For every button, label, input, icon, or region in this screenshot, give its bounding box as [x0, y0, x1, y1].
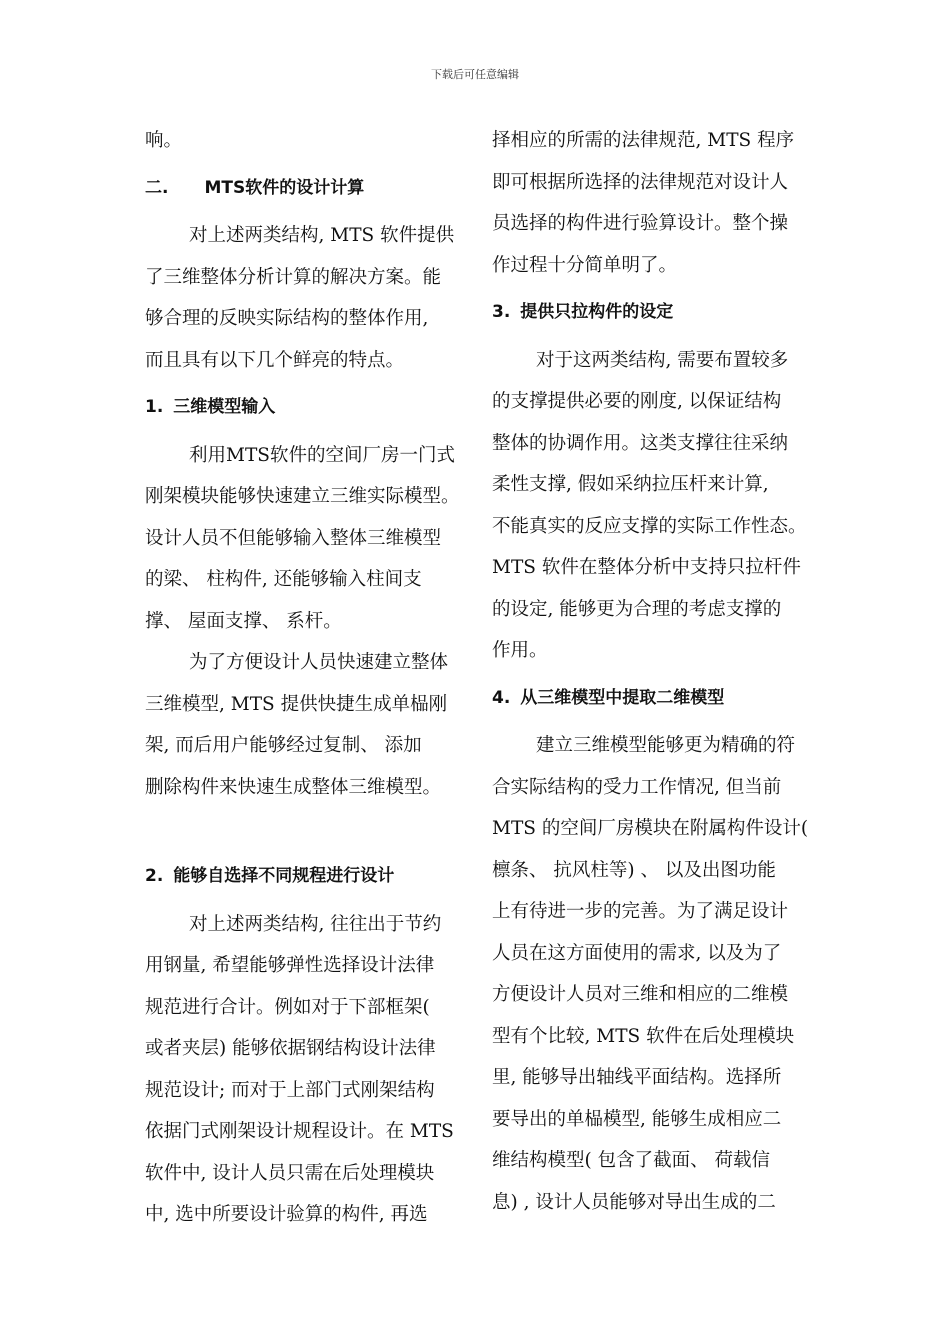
text-line: 檩条、 抗风柱等) 、 以及出图功能 — [492, 859, 776, 881]
text-line: 型有个比较, MTS 软件在后处理模块 — [492, 1025, 795, 1047]
text-line: 维结构模型( 包含了截面、 荷载信 — [492, 1150, 770, 1171]
text-line: 择相应的所需的法律规范, MTS 程序 — [492, 130, 795, 151]
text-line: 了三维整体分析计算的解决方案。能 — [145, 266, 442, 288]
text-line: 整体的协调作用。这类支撑往往采纳 — [492, 432, 789, 454]
text-line: 作用。 — [492, 640, 548, 661]
heading-number: 2. — [145, 866, 164, 886]
text-line: 对于这两类结构, 需要布置较多 — [536, 349, 789, 371]
text-line: 为了方便设计人员快速建立整体 — [189, 652, 449, 673]
text-line: 里, 能够导出轴线平面结构。选择所 — [492, 1067, 782, 1088]
subsection-heading — [145, 387, 465, 429]
text-line: 响。 — [145, 130, 183, 151]
text-line: 利用MTS软件的空间厂房一门式 — [189, 444, 455, 466]
subsection-heading — [145, 856, 465, 898]
text-line: 而且具有以下几个鲜亮的特点。 — [145, 349, 405, 371]
text-line: 对上述两类结构, 往往出于节约 — [189, 913, 442, 935]
spacer — [145, 808, 465, 850]
text-line: 删除构件来快速生成整体三维模型。 — [145, 776, 442, 798]
page-header: 下载后可任意编辑 — [431, 68, 519, 81]
text-line: 的设定, 能够更为合理的考虑支撑的 — [492, 598, 782, 620]
heading-title: 从三维模型中提取二维模型 — [520, 687, 725, 708]
text-line: 软件中, 设计人员只需在后处理模块 — [145, 1162, 435, 1184]
text-line: 要导出的单榀模型, 能够生成相应二 — [492, 1108, 782, 1130]
text-line: 规范进行合计。例如对于下部框架( — [145, 996, 430, 1018]
text-line: 或者夹层) 能够依据钢结构设计法律 — [145, 1038, 436, 1059]
right-column — [492, 120, 814, 1223]
section-title: MTS软件的设计计算 — [204, 177, 365, 198]
text-line: 不能真实的反应支撑的实际工作性态。 — [492, 515, 807, 537]
text-line: 建立三维模型能够更为精确的符 — [536, 735, 796, 756]
text-line: 作过程十分简单明了。 — [492, 254, 678, 276]
text-line: 息) , 设计人员能够对导出生成的二 — [492, 1191, 776, 1213]
text-line: 三维模型, MTS 提供快捷生成单榀刚 — [145, 693, 448, 715]
text-line: 规范设计; 而对于上部门式刚架结构 — [145, 1079, 435, 1101]
heading-title: 提供只拉构件的设定 — [520, 302, 674, 322]
text-line: 的支撑提供必要的刚度, 以保证结构 — [492, 391, 782, 412]
text-line: 刚架模块能够快速建立三维实际模型。 — [145, 486, 460, 507]
section-number: 二. — [145, 177, 169, 198]
text-line: MTS 软件在整体分析中支持只拉杆件 — [492, 557, 801, 578]
subsection-heading — [492, 678, 814, 720]
left-column — [145, 120, 465, 1236]
heading-number: 3. — [492, 302, 511, 322]
text-line: 员选择的构件进行验算设计。整个操 — [492, 213, 789, 234]
heading-number: 1. — [145, 397, 164, 417]
text-line: 架, 而后用户能够经过复制、 添加 — [145, 735, 422, 756]
text-line: 中, 选中所要设计验算的构件, 再选 — [145, 1204, 428, 1225]
subsection-heading — [492, 292, 814, 334]
heading-number: 4. — [492, 687, 511, 708]
text-line: 人员在这方面使用的需求, 以及为了 — [492, 942, 782, 964]
section-heading — [145, 168, 465, 210]
text-line: 撑、 屋面支撑、 系杆。 — [145, 610, 342, 632]
heading-title: 能够自选择不同规程进行设计 — [173, 866, 395, 886]
text-line: 设计人员不但能够输入整体三维模型 — [145, 527, 442, 549]
text-line: 合实际结构的受力工作情况, 但当前 — [492, 776, 782, 798]
text-line: 用钢量, 希望能够弹性选择设计法律 — [145, 955, 435, 976]
text-line: MTS 的空间厂房模块在附属构件设计( — [492, 818, 809, 839]
text-line: 依据门式刚架设计规程设计。在 MTS — [145, 1121, 454, 1142]
text-line: 即可根据所选择的法律规范对设计人 — [492, 171, 789, 193]
heading-title: 三维模型输入 — [173, 397, 276, 417]
text-line: 够合理的反映实际结构的整体作用, — [145, 308, 429, 329]
text-line: 方便设计人员对三维和相应的二维模 — [492, 984, 789, 1005]
text-line: 对上述两类结构, MTS 软件提供 — [189, 225, 455, 246]
text-line: 的梁、 柱构件, 还能够输入柱间支 — [145, 569, 422, 590]
text-line: 上有待进一步的完善。为了满足设计 — [492, 901, 789, 922]
text-line: 柔性支撑, 假如采纳拉压杆来计算, — [492, 474, 769, 495]
